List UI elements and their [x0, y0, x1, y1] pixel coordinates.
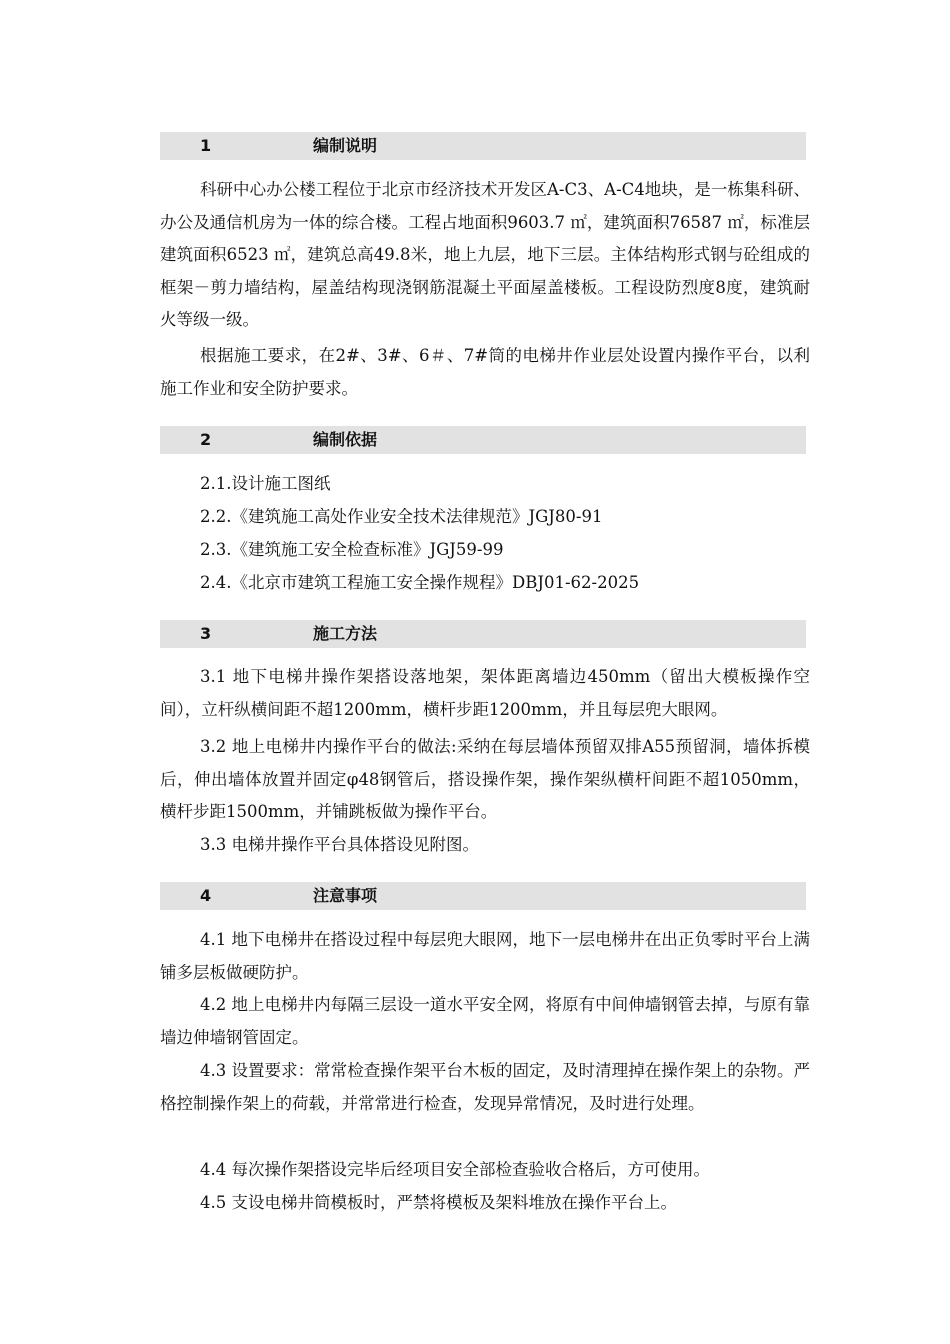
section-number: 3 [200, 624, 212, 643]
paragraph: 根据施工要求，在2#、3#、6＃、7#筒的电梯井作业层处设置内操作平台，以利施工作业和安全防护要求。 [160, 346, 810, 398]
section-number: 2 [200, 430, 212, 449]
list-item: 2.2.《建筑施工高处作业安全技术法律规范》JGJ80-91 [200, 507, 603, 526]
section-title: 注意事项 [313, 886, 378, 905]
paragraph: 科研中心办公楼工程位于北京市经济技术开发区A-C3、A-C4地块，是一栋集科研、办公及通信机房为一体的综合楼。工程占地面积9603.7 ㎡，建筑面积76587 ㎡，标准层建筑面积6523 ㎡，建筑总高49.8米，地上九层，地下三层。主体结构形式钢与砼组成的框架－剪力墙结构，屋盖结构现浇钢筋混凝土平面屋盖楼板。工程设防烈度8度，建筑耐火等级一级。 [160, 180, 810, 329]
paragraph: 3.1 地下电梯井操作架搭设落地架，架体距离墙边450mm（留出大模板操作空间），立杆纵横间距不超1200mm，横杆步距1200mm，并且每层兜大眼网。 [160, 667, 810, 719]
section-number: 4 [200, 886, 212, 905]
section-header-3 [160, 620, 806, 648]
section-number: 1 [200, 136, 212, 155]
section-header-1 [160, 132, 806, 160]
list-item: 2.3.《建筑施工安全检查标准》JGJ59-99 [200, 540, 504, 559]
paragraph: 3.3 电梯井操作平台具体搭设见附图。 [200, 835, 479, 854]
paragraph: 3.2 地上电梯井内操作平台的做法:采纳在每层墙体预留双排A55预留洞，墙体拆模后，伸出墙体放置并固定φ48钢管后，搭设操作架，操作架纵横杆间距不超1050mm，横杆步距1500mm，并铺跳板做为操作平台。 [160, 737, 810, 821]
section-header-2 [160, 426, 806, 454]
paragraph: 4.2 地上电梯井内每隔三层设一道水平安全网，将原有中间伸墙钢管去掉，与原有靠墙边伸墙钢管固定。 [160, 995, 810, 1047]
list-item: 2.1.设计施工图纸 [200, 474, 331, 493]
section-header-4 [160, 882, 806, 910]
paragraph: 4.5 支设电梯井筒模板时，严禁将模板及架料堆放在操作平台上。 [200, 1193, 677, 1212]
section-title: 编制依据 [313, 430, 378, 449]
section-title: 施工方法 [313, 624, 378, 643]
paragraph: 4.1 地下电梯井在搭设过程中每层兜大眼网，地下一层电梯井在出正负零时平台上满铺多层板做硬防护。 [160, 930, 810, 982]
paragraph: 4.4 每次操作架搭设完毕后经项目安全部检查验收合格后，方可使用。 [200, 1160, 710, 1179]
paragraph: 4.3 设置要求：常常检查操作架平台木板的固定，及时清理掉在操作架上的杂物。严格控制操作架上的荷载，并常常进行检查，发现异常情况，及时进行处理。 [160, 1061, 810, 1113]
section-title: 编制说明 [313, 136, 378, 155]
list-item: 2.4.《北京市建筑工程施工安全操作规程》DBJ01-62-2025 [200, 573, 640, 592]
